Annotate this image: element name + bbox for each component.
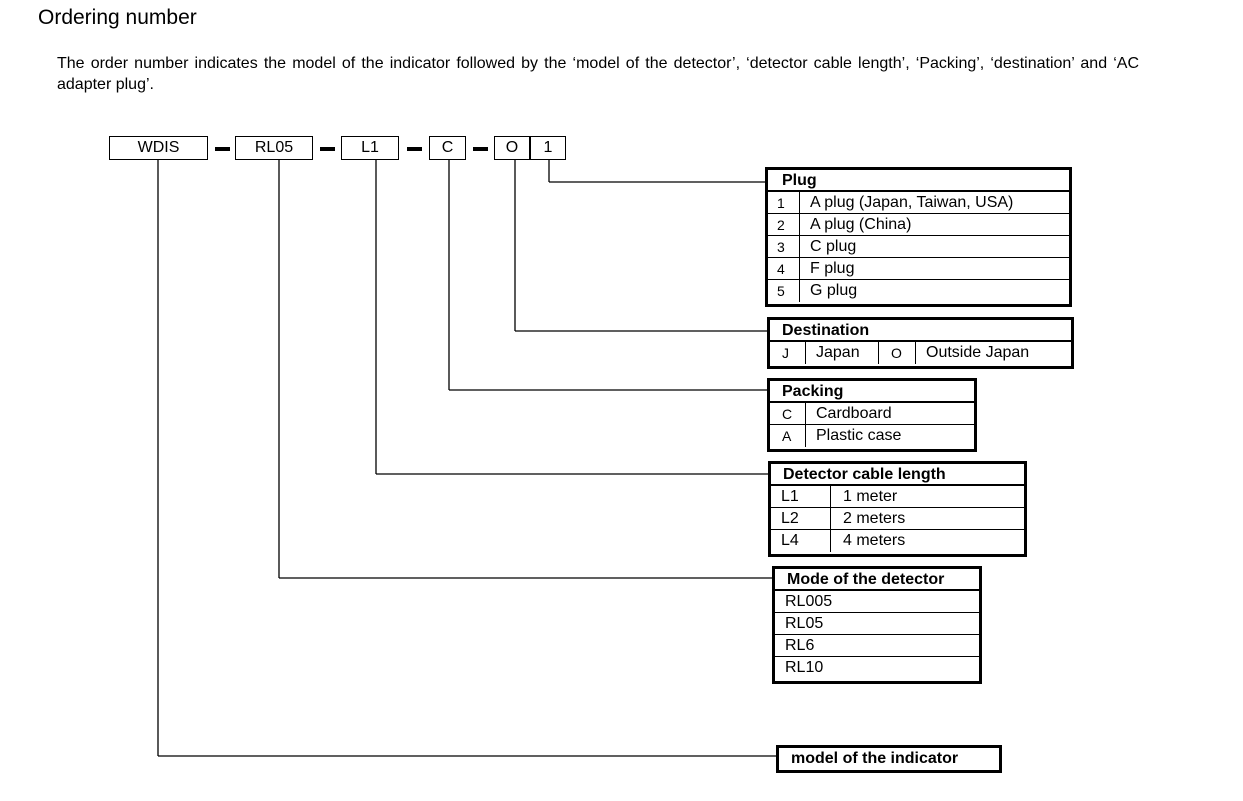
- row-value: C plug: [810, 238, 857, 255]
- row-value: Japan: [806, 342, 879, 364]
- packing-table-title: Packing: [770, 381, 974, 403]
- code-indicator: WDIS: [109, 136, 208, 160]
- destination-table: [767, 317, 1074, 369]
- row-key: 3: [768, 236, 800, 257]
- table-row: [771, 508, 1024, 530]
- table-row: [768, 214, 1069, 236]
- intro-paragraph: The order number indicates the model of the indicator followed by the ‘model of the detector’, ‘detector cable length’, ‘Packing’, ‘destination’ and ‘AC adapter plug’.: [57, 55, 1139, 93]
- indicator-model-title: model of the indicator: [791, 750, 959, 767]
- table-row: [770, 403, 974, 425]
- row-key: L1: [771, 486, 831, 507]
- row-key: J: [770, 342, 806, 364]
- plug-table-title: Plug: [768, 170, 1069, 192]
- row-key: L4: [771, 530, 831, 552]
- table-row: [770, 342, 1071, 364]
- row-key: 5: [768, 280, 800, 302]
- code-dash: [473, 147, 488, 151]
- plug-table: [765, 167, 1072, 307]
- detector-mode-table-title: Mode of the detector: [775, 569, 979, 591]
- row-value: Plastic case: [816, 427, 902, 444]
- code-cable: L1: [341, 136, 399, 160]
- row-key: 4: [768, 258, 800, 279]
- row-value: RL6: [785, 637, 815, 654]
- code-dash: [320, 147, 335, 151]
- table-row: [775, 591, 979, 613]
- table-row: [768, 236, 1069, 258]
- page-title: Ordering number: [38, 6, 197, 29]
- row-key: 2: [768, 214, 800, 235]
- row-value: RL10: [785, 659, 824, 676]
- row-value: A plug (China): [810, 216, 912, 233]
- cable-length-table-title: Detector cable length: [771, 464, 1024, 486]
- row-value: 4 meters: [843, 532, 906, 549]
- row-value: F plug: [810, 260, 855, 277]
- row-key: C: [770, 403, 806, 424]
- code-plug: 1: [530, 136, 566, 160]
- row-value: RL005: [785, 593, 833, 610]
- row-value: Cardboard: [816, 405, 892, 422]
- code-detector: RL05: [235, 136, 313, 160]
- code-packing: C: [429, 136, 466, 160]
- row-value: 2 meters: [843, 510, 906, 527]
- row-value: G plug: [810, 282, 858, 299]
- code-dash: [215, 147, 230, 151]
- table-row: [775, 657, 979, 679]
- row-key: O: [879, 342, 916, 364]
- table-row: [775, 613, 979, 635]
- packing-table: [767, 378, 977, 452]
- table-row: [771, 486, 1024, 508]
- row-value: A plug (Japan, Taiwan, USA): [810, 194, 1014, 211]
- detector-mode-table: [772, 566, 982, 684]
- code-destination: O: [494, 136, 530, 160]
- table-row: [770, 425, 974, 447]
- row-value: 1 meter: [843, 488, 898, 505]
- row-key: L2: [771, 508, 831, 529]
- table-row: [771, 530, 1024, 552]
- row-value: Outside Japan: [926, 344, 1030, 361]
- row-value: RL05: [785, 615, 824, 632]
- table-row: [768, 258, 1069, 280]
- table-row: [768, 192, 1069, 214]
- table-row: [768, 280, 1069, 302]
- row-key: 1: [768, 192, 800, 213]
- cable-length-table: [768, 461, 1027, 557]
- indicator-model-box: [776, 745, 1002, 773]
- code-dash: [407, 147, 422, 151]
- destination-table-title: Destination: [770, 320, 1071, 342]
- table-row: [775, 635, 979, 657]
- row-key: A: [770, 425, 806, 447]
